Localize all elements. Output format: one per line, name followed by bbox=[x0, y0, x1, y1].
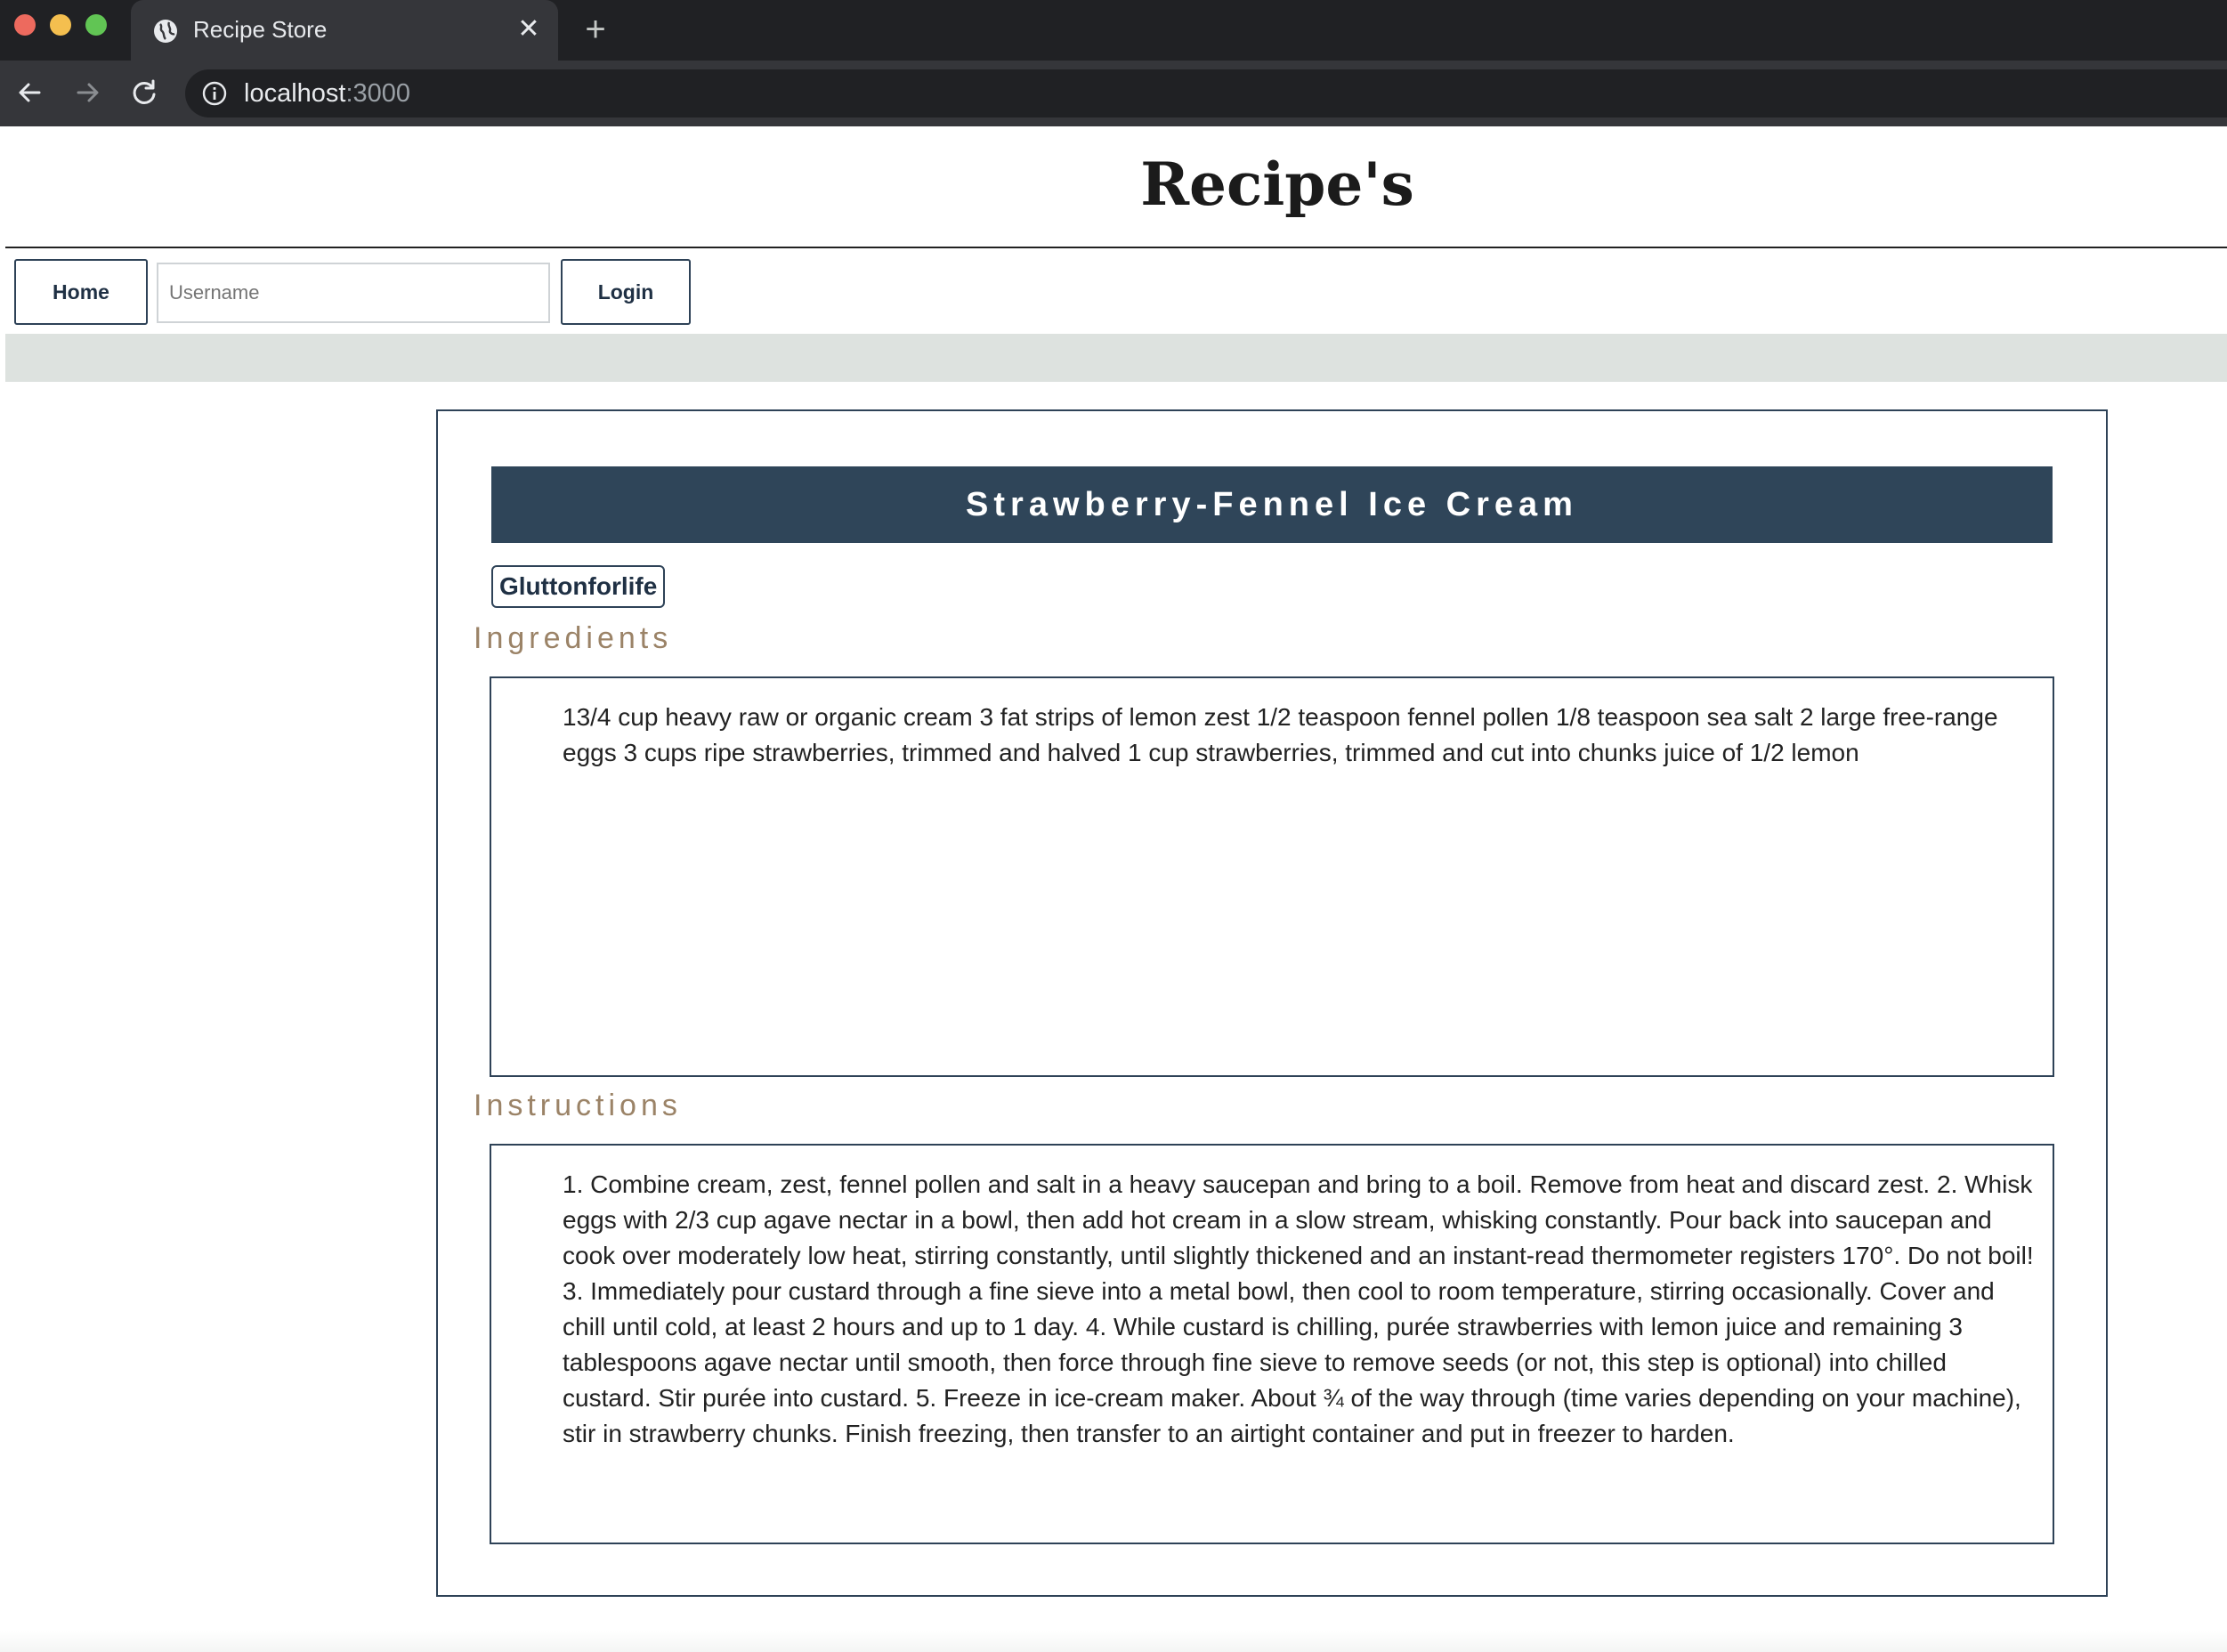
ingredients-heading: Ingredients bbox=[474, 621, 673, 655]
login-button[interactable]: Login bbox=[561, 259, 691, 325]
home-button[interactable]: Home bbox=[14, 259, 148, 325]
instructions-text: 1. Combine cream, zest, fennel pollen and salt in a heavy saucepan and bring to a boil. Remove from heat and discard zest. 2. Whisk eggs with 2/3 cup agave nectar in a bowl, then add hot cream in a slow stream, whisking constantly. Pour back into saucepan and cook over moderately low heat, stirring constantly, until slightly thickened and an instant-read thermometer registers 170°. Do not boil! 3. Immediately pour custard through a fine sieve into a metal bowl, then cool to room temperature, stirring occasionally. Cover and chill until cold, at least 2 hours and up to 1 day. 4. While custard is chilling, purée strawberries with lemon juice and remaining 3 tablespoons agave nectar until smooth, then force through fine sieve to remove seeds (or not, this step is optional) into chilled custard. Stir purée into custard. 5. Freeze in ice-cream maker. About ¾ of the way through (time varies depending on your machine), stir in strawberry chunks. Finish freezing, then transfer to an airtight container and put in freezer to harden. bbox=[563, 1170, 2034, 1447]
url-host: localhost bbox=[244, 79, 346, 108]
nav-band bbox=[5, 334, 2227, 382]
browser-tab[interactable] bbox=[131, 0, 558, 61]
recipe-card bbox=[436, 409, 2108, 1597]
plus-icon[interactable]: + bbox=[585, 10, 606, 49]
browser-tab-strip bbox=[0, 0, 2227, 61]
close-icon[interactable]: ✕ bbox=[517, 14, 540, 44]
forward-arrow-icon[interactable] bbox=[69, 75, 105, 110]
window-close-button[interactable] bbox=[14, 14, 36, 36]
url-port: :3000 bbox=[345, 79, 411, 108]
recipe-title: Strawberry-Fennel Ice Cream bbox=[491, 466, 2053, 543]
address-bar[interactable] bbox=[185, 69, 2227, 117]
back-arrow-icon[interactable] bbox=[12, 75, 48, 110]
header-divider bbox=[5, 247, 2227, 248]
window-zoom-button[interactable] bbox=[85, 14, 107, 36]
author-badge[interactable]: Gluttonforlife bbox=[491, 565, 665, 608]
url-text bbox=[244, 79, 410, 109]
instructions-box bbox=[490, 1144, 2054, 1544]
instructions-heading: Instructions bbox=[474, 1089, 682, 1122]
tab-title: Recipe Store bbox=[193, 16, 328, 43]
reload-icon[interactable] bbox=[126, 75, 162, 110]
page bbox=[0, 126, 2227, 1652]
page-bottom-shade bbox=[0, 1631, 2227, 1652]
username-input[interactable] bbox=[157, 263, 550, 323]
globe-icon bbox=[152, 18, 179, 45]
window-minimize-button[interactable] bbox=[50, 14, 71, 36]
ingredients-box bbox=[490, 676, 2054, 1077]
ingredients-text: 13/4 cup heavy raw or organic cream 3 fat strips of lemon zest 1/2 teaspoon fennel pollen 1/8 teaspoon sea salt 2 large free-range eggs 3 cups ripe strawberries, trimmed and halved 1 cup strawberries, trimmed and cut into chunks juice of 1/2 lemon bbox=[563, 703, 1998, 766]
info-icon[interactable] bbox=[201, 80, 228, 107]
site-title: Recipe's bbox=[1140, 150, 1414, 219]
browser-toolbar bbox=[0, 61, 2227, 126]
